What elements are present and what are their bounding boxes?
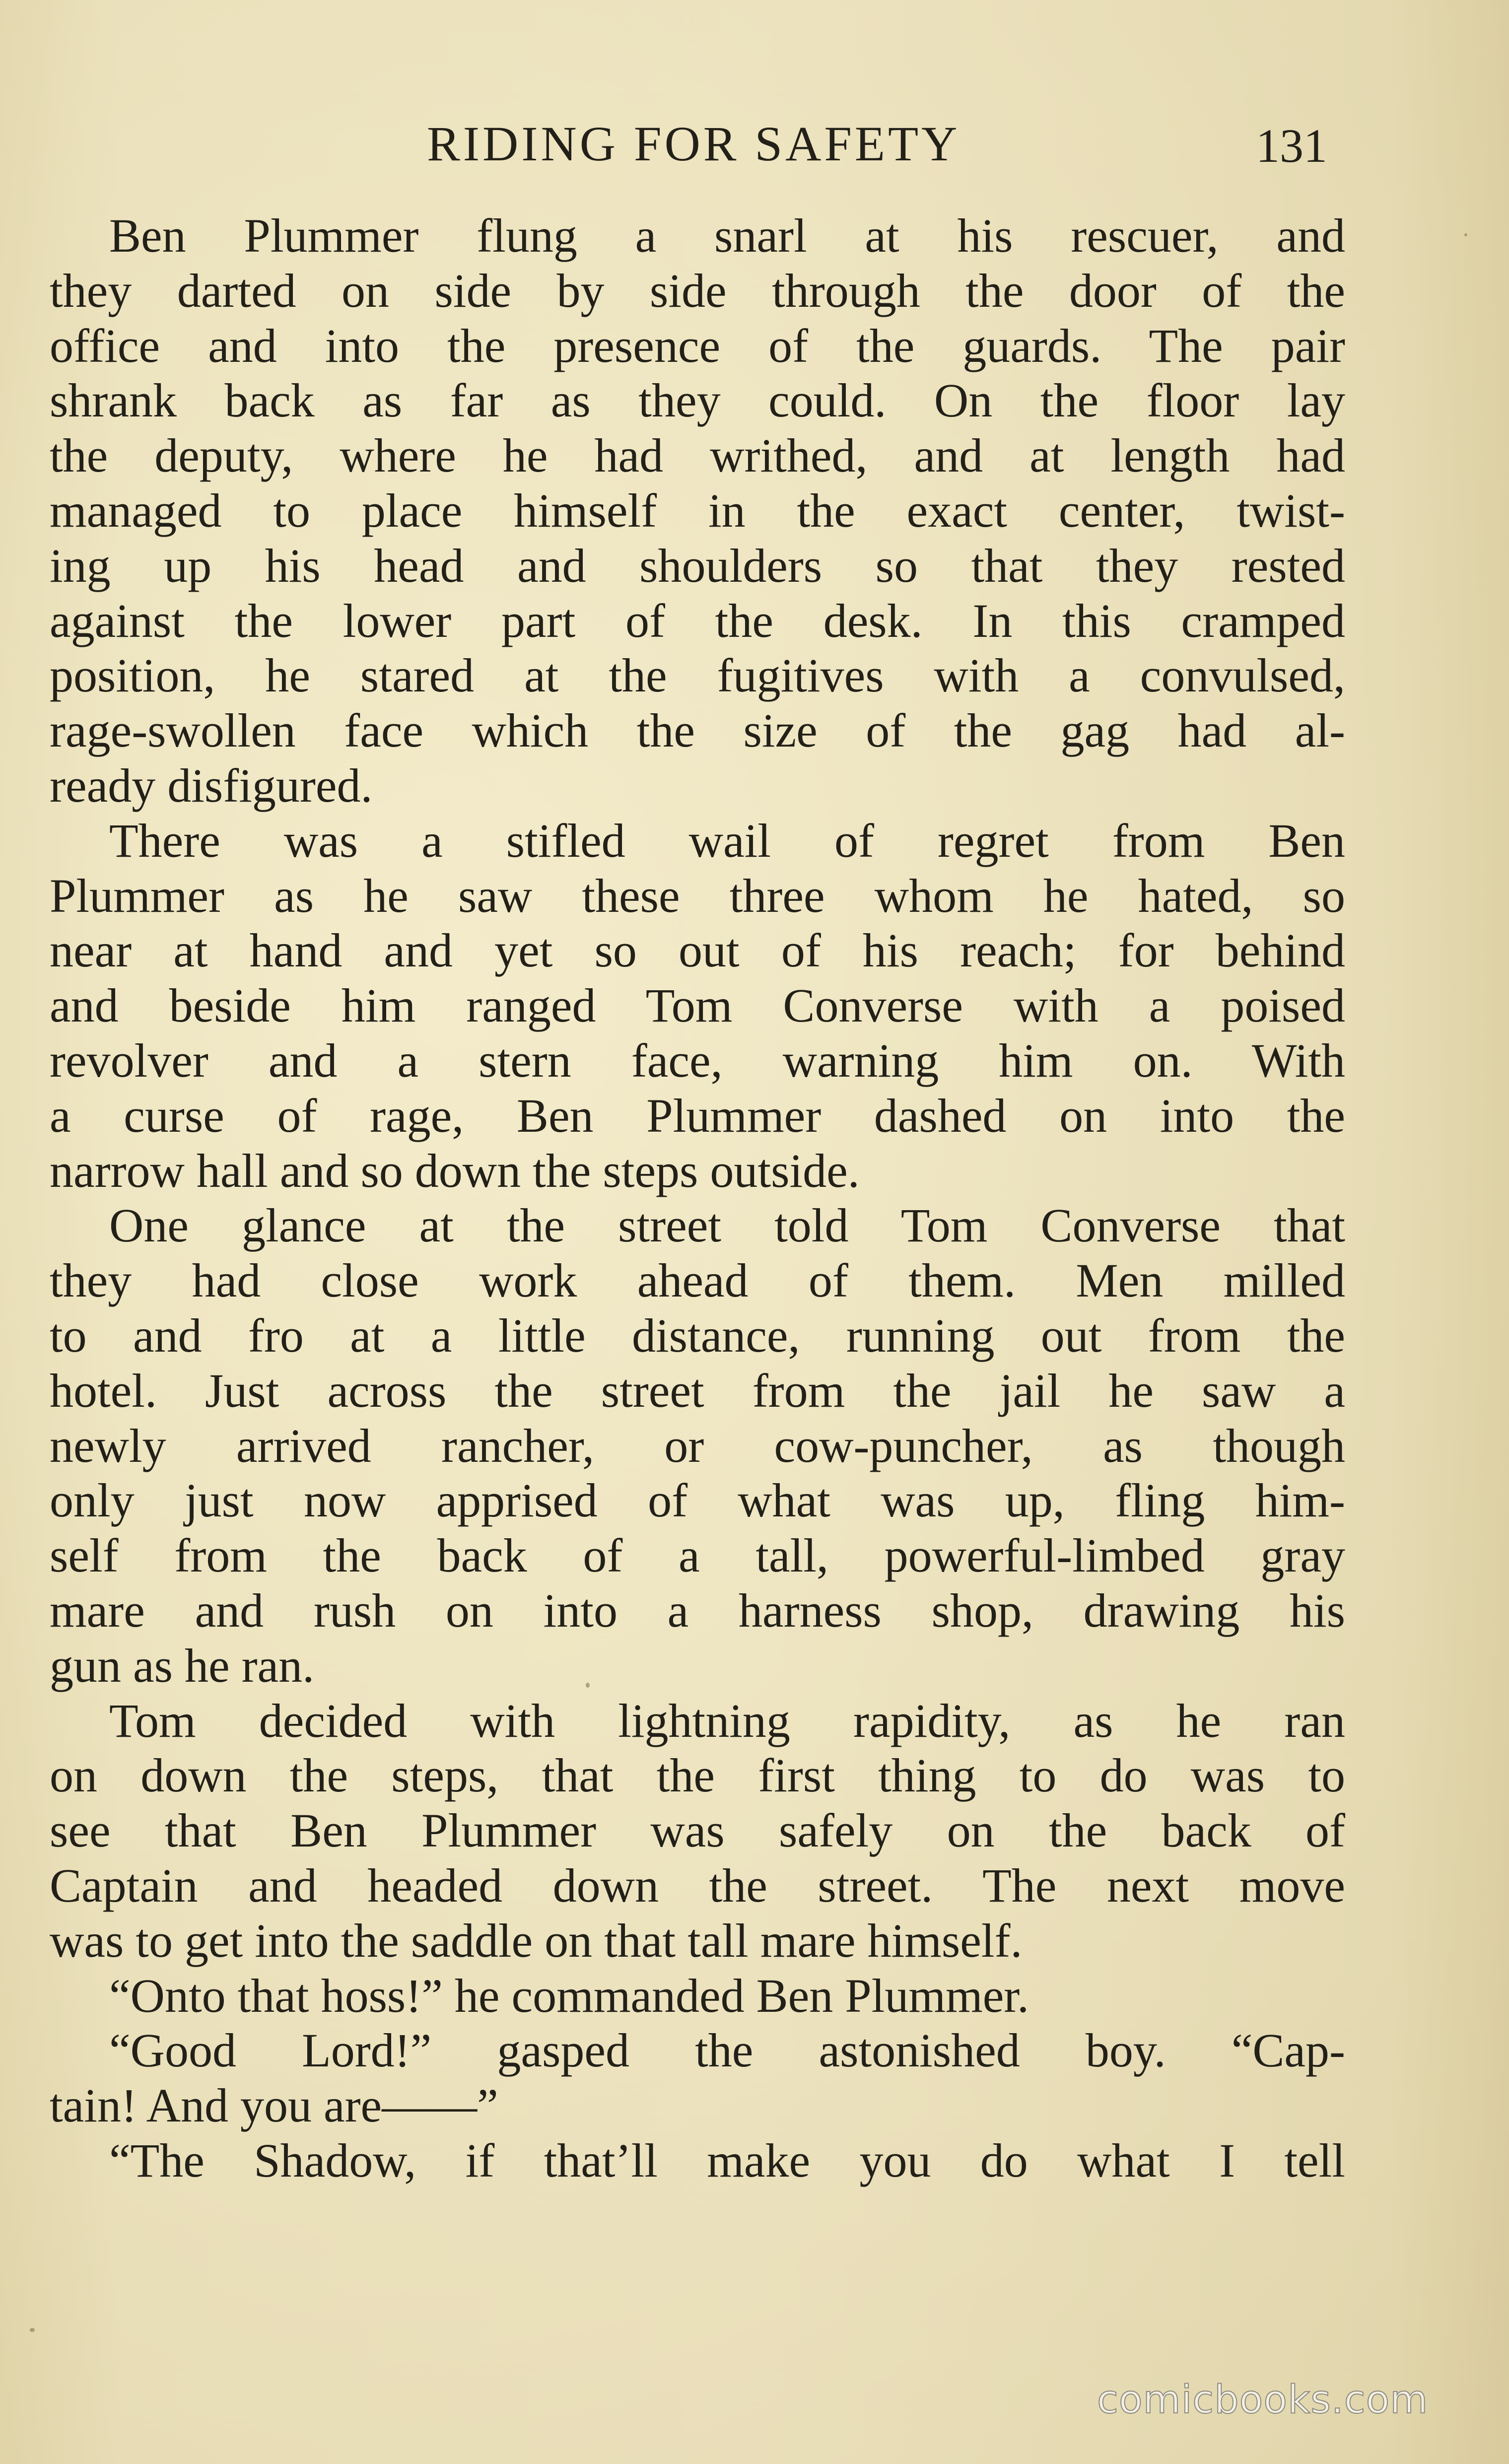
text-line: the deputy, where he had writhed, and at length had [50, 429, 1345, 482]
text-line: Plummer as he saw these three whom he hated, so [50, 869, 1345, 922]
text-line: hotel. Just across the street from the jail he saw a [50, 1364, 1345, 1417]
text-line: they had close work ahead of them. Men milled [50, 1254, 1345, 1307]
paper-speck [30, 2328, 35, 2332]
text-line: There was a stifled wail of regret from Ben [109, 814, 1345, 867]
text-line: to and fro at a little distance, running out from the [50, 1308, 1345, 1362]
text-line: only just now apprised of what was up, fling him- [50, 1474, 1345, 1527]
text-line: Tom decided with lightning rapidity, as he ran [109, 1694, 1345, 1747]
text-line: “The Shadow, if that’ll make you do what I tell [109, 2133, 1345, 2187]
text-line: near at hand and yet so out of his reach; for behind [50, 924, 1345, 977]
text-line: rage-swollen face which the size of the gag had al- [50, 704, 1345, 757]
paper-speck [586, 1683, 590, 1688]
running-title: RIDING FOR SAFETY [427, 116, 960, 171]
text-line: mare and rush on into a harness shop, drawing his [50, 1583, 1345, 1637]
text-line: shrank back as far as they could. On the floor lay [50, 374, 1345, 427]
text-line: ready disfigured. [50, 758, 373, 812]
text-line: managed to place himself in the exact center, twist- [50, 483, 1345, 537]
text-line: office and into the presence of the guards. The pair [50, 319, 1345, 372]
text-line: newly arrived rancher, or cow-puncher, as though [50, 1419, 1345, 1472]
text-line: tain! And you are——” [50, 2079, 498, 2132]
page-number: 131 [1256, 119, 1327, 172]
text-line: against the lower part of the desk. In this cramped [50, 594, 1345, 647]
text-line: Ben Plummer flung a snarl at his rescuer, and [109, 209, 1345, 262]
paper-speck [1464, 233, 1467, 236]
text-line: gun as he ran. [50, 1639, 315, 1692]
text-line: on down the steps, that the first thing to do was to [50, 1749, 1345, 1802]
text-line: and beside him ranged Tom Converse with a poised [50, 979, 1345, 1032]
text-line: was to get into the saddle on that tall mare himself. [50, 1914, 1023, 1967]
text-line: ing up his head and shoulders so that they rested [50, 539, 1345, 592]
page-header [0, 104, 1509, 184]
text-line: self from the back of a tall, powerful-limbed gray [50, 1529, 1345, 1582]
watermark-logo: comicbooks.com [1097, 2378, 1429, 2422]
text-line: Captain and headed down the street. The next move [50, 1858, 1345, 1912]
text-line: they darted on side by side through the door of the [50, 264, 1345, 317]
text-line: narrow hall and so down the steps outside. [50, 1144, 860, 1197]
body-text [50, 208, 1345, 2189]
text-line: revolver and a stern face, warning him on. With [50, 1033, 1345, 1087]
text-line: a curse of rage, Ben Plummer dashed on into the [50, 1089, 1345, 1142]
text-line: “Good Lord!” gasped the astonished boy. “Cap- [109, 2024, 1345, 2077]
text-line: position, he stared at the fugitives with a convulsed, [50, 649, 1345, 702]
text-line: “Onto that hoss!” he commanded Ben Plummer. [109, 1969, 1029, 2022]
text-line: see that Ben Plummer was safely on the back of [50, 1804, 1345, 1857]
text-line: One glance at the street told Tom Converse that [109, 1199, 1345, 1252]
